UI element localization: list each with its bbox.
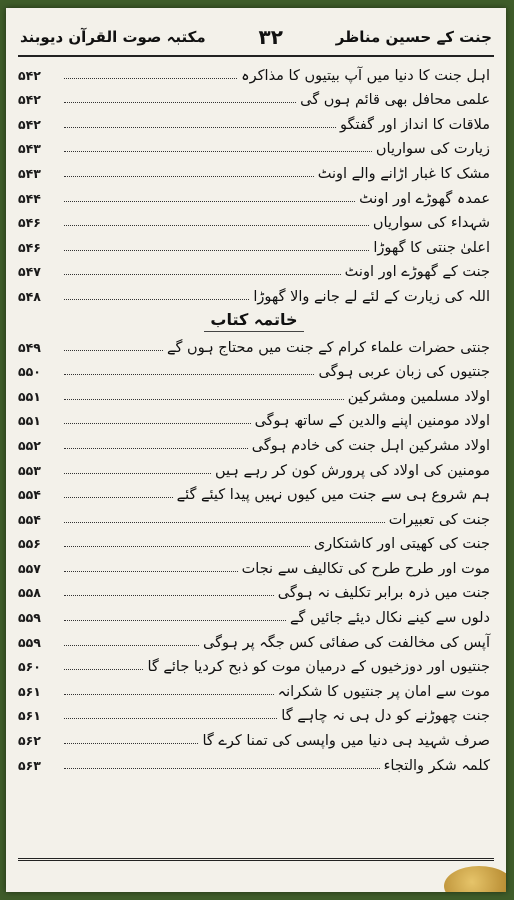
dot-leader (64, 645, 199, 646)
entry-page-number: ۵۶۰ (18, 659, 41, 675)
dot-leader (64, 423, 251, 424)
toc-entry (18, 652, 490, 677)
dot-leader (64, 595, 274, 596)
dot-leader (64, 399, 344, 400)
entry-title: اولاد مسلمین ومشرکین (347, 388, 490, 405)
entry-title: شہداء کی سواریاں (372, 215, 490, 232)
table-of-contents (18, 60, 490, 775)
toc-entry (18, 480, 490, 505)
dot-leader (64, 694, 274, 695)
book-page (6, 8, 506, 892)
toc-entry (18, 357, 490, 382)
entry-page-number: ۵۵۴ (18, 487, 41, 503)
entry-page-number: ۵۵۸ (18, 585, 41, 601)
entry-title: موت اور طرح طرح کی تکالیف سے نجات (241, 560, 490, 577)
dot-leader (64, 151, 372, 152)
entry-page-number: ۵۴۲ (18, 92, 41, 108)
dot-leader (64, 299, 249, 300)
toc-group-b (18, 332, 490, 775)
toc-entry (18, 676, 490, 701)
entry-page-number: ۵۴۴ (18, 190, 41, 206)
toc-entry (18, 183, 490, 208)
toc-entry (18, 430, 490, 455)
toc-entry (18, 529, 490, 554)
dot-leader (64, 571, 238, 572)
dot-leader (64, 127, 336, 128)
entry-page-number: ۵۴۳ (18, 141, 41, 157)
toc-entry (18, 750, 490, 775)
entry-page-number: ۵۵۰ (18, 364, 41, 380)
dot-leader (64, 350, 163, 351)
dot-leader (64, 620, 286, 621)
entry-title: صرف شہید ہی دنیا میں واپسی کی تمنا کرے گا (202, 733, 490, 750)
dot-leader (64, 250, 369, 251)
dot-leader (64, 497, 173, 498)
entry-page-number: ۵۵۱ (18, 413, 41, 429)
toc-entry (18, 60, 490, 85)
dot-leader (64, 274, 341, 275)
entry-page-number: ۵۵۴ (18, 511, 41, 527)
toc-entry (18, 109, 490, 134)
entry-title: جنتی حضرات علماء کرام کے جنت میں محتاج ہوں گے (167, 339, 490, 356)
toc-entry (18, 158, 490, 183)
dot-leader (64, 201, 355, 202)
toc-entry (18, 602, 490, 627)
entry-title: ملاقات کا انداز اور گفتگو (339, 116, 490, 133)
entry-page-number: ۵۴۸ (18, 288, 41, 304)
toc-entry (18, 332, 490, 357)
entry-page-number: ۵۵۹ (18, 610, 41, 626)
entry-title: جنتیوں اور دوزخیوں کے درمیان موت کو ذبح کردیا جائے گا (147, 659, 490, 676)
entry-title: جنتیوں کی زبان عربی ہوگی (318, 364, 490, 381)
entry-title: موت سے امان پر جنتیوں کا شکرانہ (277, 683, 490, 700)
entry-title: علمی محافل بھی قائم ہوں گی (300, 92, 490, 109)
toc-entry (18, 257, 490, 282)
toc-entry (18, 232, 490, 257)
dot-leader (64, 473, 211, 474)
entry-title: ہم شروع ہی سے جنت میں کیوں نہیں پیدا کیئے گئے (176, 487, 490, 504)
toc-entry (18, 578, 490, 603)
header-book-title: جنت کے حسین مناظر (335, 28, 492, 46)
dot-leader (64, 718, 277, 719)
entry-title: جنت کی کھیتی اور کاشتکاری (313, 536, 490, 553)
toc-entry (18, 627, 490, 652)
entry-title: کلمہ شکر والتجاء (383, 757, 490, 774)
toc-entry (18, 504, 490, 529)
entry-title: جنت کے گھوڑے اور اونٹ (344, 264, 490, 281)
entry-page-number: ۵۶۱ (18, 708, 41, 724)
header-rule (18, 55, 494, 57)
dot-leader (64, 669, 143, 670)
toc-entry (18, 455, 490, 480)
entry-page-number: ۵۵۲ (18, 437, 41, 453)
footer-rule (18, 858, 494, 861)
coin-object (444, 866, 506, 892)
header-publisher: مکتبہ صوت القرآن دیوبند (20, 28, 206, 46)
entry-page-number: ۵۴۲ (18, 116, 41, 132)
entry-title: جنت چھوڑنے کو دل ہی نہ چاہے گا (281, 708, 490, 725)
entry-page-number: ۵۵۶ (18, 536, 41, 552)
entry-page-number: ۵۶۲ (18, 733, 41, 749)
dot-leader (64, 225, 369, 226)
entry-title: دلوں سے کینے نکال دیئے جائیں گے (289, 610, 490, 627)
entry-page-number: ۵۶۱ (18, 683, 41, 699)
entry-page-number: ۵۴۹ (18, 339, 41, 355)
toc-entry (18, 208, 490, 233)
entry-title: جنت میں ذرہ برابر تکلیف نہ ہوگی (277, 585, 490, 602)
entry-page-number: ۵۴۶ (18, 215, 41, 231)
entry-title: زیارت کی سواریاں (375, 141, 490, 158)
toc-group-a (18, 60, 490, 306)
entry-title: آپس کی مخالفت کی صفائی کس جگہ پر ہوگی (203, 634, 490, 651)
dot-leader (64, 768, 380, 769)
toc-entry (18, 281, 490, 306)
toc-entry (18, 85, 490, 110)
entry-page-number: ۵۵۳ (18, 462, 41, 478)
entry-title: مشک کا غبار اڑانے والے اونٹ (317, 165, 490, 182)
entry-page-number: ۵۴۷ (18, 264, 41, 280)
header-page-number: ۳۲ (258, 25, 283, 49)
entry-page-number: ۵۵۱ (18, 388, 41, 404)
entry-page-number: ۵۶۳ (18, 757, 41, 773)
dot-leader (64, 374, 314, 375)
entry-title: جنت کی تعبیرات (388, 511, 490, 528)
entry-title: اللہ کی زیارت کے لئے لے جانے والا گھوڑا (253, 288, 490, 305)
entry-page-number: ۵۴۶ (18, 239, 41, 255)
dot-leader (64, 78, 237, 79)
entry-page-number: ۵۵۷ (18, 560, 41, 576)
page-header (20, 22, 492, 52)
entry-title: اعلیٰ جنتی کا گھوڑا (373, 239, 490, 256)
entry-page-number: ۵۴۳ (18, 165, 41, 181)
entry-page-number: ۵۴۲ (18, 67, 41, 83)
entry-title: مومنین کی اولاد کی پرورش کون کر رہے ہیں (214, 462, 490, 479)
entry-title: اولاد مشرکین اہل جنت کی خادم ہوگی (251, 437, 490, 454)
toc-entry (18, 701, 490, 726)
dot-leader (64, 546, 310, 547)
dot-leader (64, 102, 296, 103)
toc-entry (18, 553, 490, 578)
entry-title: اہل جنت کا دنیا میں آپ بیتیوں کا مذاکرہ (241, 67, 490, 84)
toc-entry (18, 406, 490, 431)
dot-leader (64, 743, 198, 744)
entry-title: عمدہ گھوڑے اور اونٹ (359, 190, 490, 207)
dot-leader (64, 522, 385, 523)
toc-entry (18, 725, 490, 750)
section-heading-row (18, 306, 490, 332)
section-heading: خاتمہ کتاب (204, 310, 303, 332)
entry-page-number: ۵۵۹ (18, 634, 41, 650)
toc-entry (18, 381, 490, 406)
dot-leader (64, 448, 248, 449)
dot-leader (64, 176, 314, 177)
toc-entry (18, 134, 490, 159)
entry-title: اولاد مومنین اپنے والدین کے ساتھ ہوگی (254, 413, 490, 430)
